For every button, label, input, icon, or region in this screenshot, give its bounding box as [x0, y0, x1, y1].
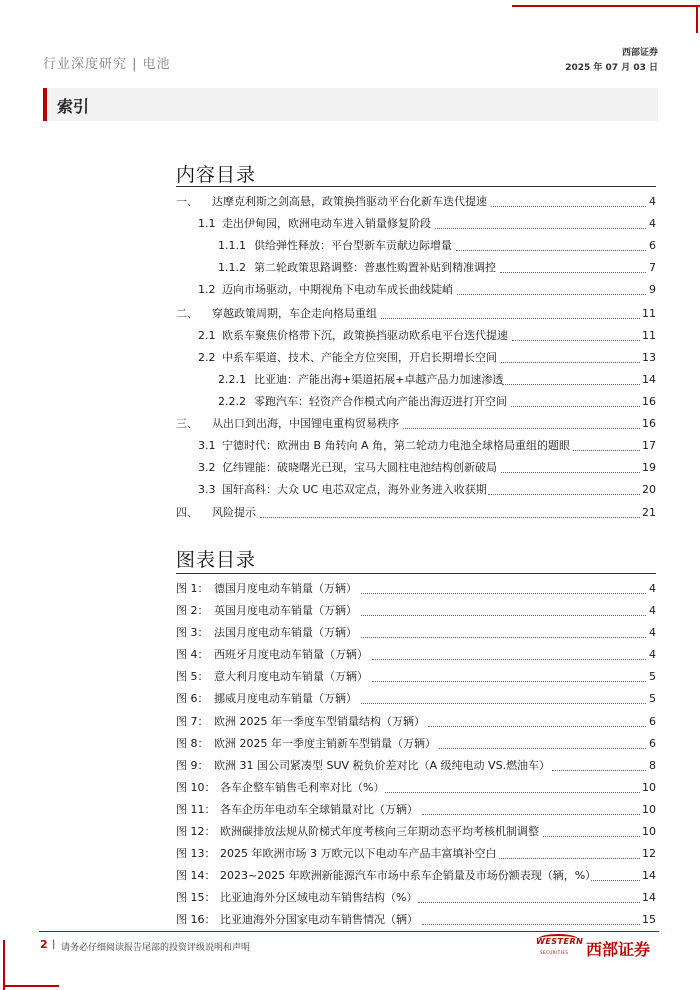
dot-leader	[591, 880, 640, 881]
entry-number: 图 8：	[176, 737, 209, 750]
dot-leader	[428, 726, 647, 727]
entry-title: 欧洲 31 国公司紧凑型 SUV 税负价差对比（A 级纯电动 VS.燃油车）	[214, 759, 551, 772]
footer-rule	[39, 931, 659, 932]
entry-page-number: 4	[649, 582, 656, 595]
figure-list-entry[interactable]	[0, 691, 700, 707]
figure-list-entry[interactable]	[0, 603, 700, 619]
section-accent-mark	[43, 88, 47, 121]
dot-leader	[403, 428, 640, 429]
toc-entry[interactable]	[0, 438, 700, 454]
figure-list-entry[interactable]	[0, 714, 700, 730]
toc-entry[interactable]	[0, 394, 700, 410]
toc-entry[interactable]	[0, 194, 700, 210]
figure-list-entry[interactable]	[0, 625, 700, 641]
toc-entry[interactable]	[0, 260, 700, 276]
figure-list-entry[interactable]	[0, 868, 700, 884]
figure-list-entry[interactable]	[0, 647, 700, 663]
report-date: 2025 年 07 月 03 日	[565, 63, 658, 73]
entry-title: 欧洲 2025 年一季度主销新车型销量（万辆）	[214, 737, 436, 750]
entry-page-number: 17	[642, 439, 656, 452]
entry-number: 图 4：	[176, 648, 209, 661]
figure-list-entry[interactable]	[0, 758, 700, 774]
entry-number: 2.1	[198, 329, 216, 342]
entry-page-number: 21	[642, 506, 656, 519]
dot-leader	[361, 703, 646, 704]
dot-leader	[361, 637, 646, 638]
entry-page-number: 14	[642, 869, 656, 882]
dot-leader	[385, 792, 640, 793]
entry-number: 四、	[176, 506, 198, 519]
entry-page-number: 4	[649, 195, 656, 208]
entry-number: 三、	[176, 417, 198, 430]
dot-leader	[372, 659, 646, 660]
entry-page-number: 4	[649, 217, 656, 230]
dot-leader	[543, 836, 640, 837]
entry-page-number: 4	[649, 648, 656, 661]
entry-page-number: 6	[649, 715, 656, 728]
entry-title: 欧洲 2025 年一季度车型销量结构（万辆）	[214, 715, 425, 728]
entry-number: 1.2	[198, 283, 216, 296]
dot-leader	[552, 770, 646, 771]
entry-number: 图 2：	[176, 604, 209, 617]
disclaimer-note: 请务必仔细阅读报告尾部的投资评级说明和声明	[61, 943, 251, 953]
entry-page-number: 5	[649, 670, 656, 683]
entry-title: 宁德时代：欧洲由 B 角转向 A 角，第二轮动力电池全球格局重组的题眼	[222, 439, 571, 452]
dot-leader	[511, 406, 640, 407]
dot-leader	[435, 228, 646, 229]
logo-chinese: 西部证券	[586, 940, 651, 959]
entry-title: 零跑汽车：轻资产合作模式向产能出海迈进打开空间	[254, 395, 507, 408]
entry-title: 达摩克利斯之剑高悬，政策换挡驱动平台化新车迭代提速	[212, 195, 487, 208]
dot-leader	[500, 272, 646, 273]
logo-subtitle: SECURITIES	[540, 950, 569, 955]
entry-title: 西班牙月度电动车销量（万辆）	[214, 648, 368, 661]
entry-page-number: 8	[649, 759, 656, 772]
entry-page-number: 15	[642, 913, 656, 926]
corner-decoration-top-side	[696, 5, 698, 33]
entry-title: 英国月度电动车销量（万辆）	[214, 604, 357, 617]
entry-page-number: 4	[649, 626, 656, 639]
contents-heading: 内容目录	[176, 164, 257, 186]
dot-leader	[260, 517, 640, 518]
report-category: 行业深度研究 | 电池	[43, 57, 171, 72]
toc-entry[interactable]	[0, 328, 700, 344]
entry-title: 穿越政策周期，车企走向格局重组	[212, 307, 377, 320]
entry-title: 欧系车聚焦价格带下沉，政策换挡驱动欧系电平台迭代提速	[222, 329, 508, 342]
entry-page-number: 10	[642, 825, 656, 838]
dot-leader	[422, 814, 640, 815]
entry-number: 3.1	[198, 439, 216, 452]
entry-number: 图 9：	[176, 759, 209, 772]
corner-decoration-bottom	[3, 940, 5, 990]
entry-page-number: 14	[642, 891, 656, 904]
entry-number: 图 16：	[176, 913, 216, 926]
logo-english: WESTERN	[536, 937, 584, 946]
entry-number: 1.1	[198, 217, 216, 230]
toc-entry[interactable]	[0, 350, 700, 366]
figure-list-entry[interactable]	[0, 581, 700, 597]
toc-entry[interactable]	[0, 482, 700, 498]
corner-decoration-bottom-side	[3, 985, 59, 987]
dot-leader	[372, 681, 646, 682]
entry-title: 2025 年欧洲市场 3 万欧元以下电动车产品丰富填补空白	[220, 847, 497, 860]
entry-number: 1.1.1	[218, 239, 246, 252]
page-number: 2	[40, 938, 48, 951]
entry-page-number: 6	[649, 737, 656, 750]
entry-title: 风险提示	[212, 506, 256, 519]
figure-list-entry[interactable]	[0, 846, 700, 862]
figure-list-entry[interactable]	[0, 890, 700, 906]
toc-entry[interactable]	[0, 416, 700, 432]
entry-title: 欧洲碳排放法规从阶梯式年度考核向三年期动态平均考核机制调整	[220, 825, 539, 838]
dot-leader	[491, 206, 646, 207]
entry-title: 德国月度电动车销量（万辆）	[214, 582, 357, 595]
dot-leader	[381, 318, 640, 319]
figure-list-entry[interactable]	[0, 912, 700, 928]
entry-number: 1.1.2	[218, 261, 246, 274]
entry-title: 供给弹性释放：平台型新车贡献边际增量	[254, 239, 452, 252]
entry-title: 亿纬锂能：破晓曙光已现，宝马大圆柱电池结构创新破局	[222, 461, 497, 474]
dot-leader	[501, 472, 640, 473]
header-company: 西部证券	[621, 48, 658, 58]
dot-leader	[501, 362, 640, 363]
entry-title: 各车企整车销售毛利率对比（%）	[220, 781, 385, 794]
entry-number: 2.2.2	[218, 395, 246, 408]
dot-leader	[457, 294, 646, 295]
figure-list-entry[interactable]	[0, 780, 700, 796]
entry-number: 图 7：	[176, 715, 209, 728]
dot-leader	[488, 494, 639, 495]
entry-title: 中系车渠道、技术、产能全方位突围，开启长期增长空间	[222, 351, 497, 364]
dot-leader	[361, 615, 646, 616]
dot-leader	[499, 858, 640, 859]
entry-number: 2.2	[198, 351, 216, 364]
entry-title: 从出口到出海，中国锂电重构贸易秩序	[212, 417, 399, 430]
entry-page-number: 5	[649, 692, 656, 705]
entry-page-number: 7	[649, 261, 656, 274]
entry-page-number: 10	[642, 803, 656, 816]
entry-title: 第二轮政策思路调整：普惠性购置补贴到精准调控	[254, 261, 496, 274]
entry-number: 图 13：	[176, 847, 216, 860]
entry-title: 比亚迪海外分国家电动车销售情况（辆）	[220, 913, 418, 926]
entry-number: 二、	[176, 307, 198, 320]
entry-title: 2023~2025 年欧洲新能源汽车市场中系车企销量及市场份额表现（辆，%）	[220, 869, 597, 882]
entry-page-number: 20	[642, 483, 656, 496]
entry-page-number: 10	[642, 781, 656, 794]
entry-title: 比亚迪海外分区域电动车销售结构（%）	[220, 891, 418, 904]
entry-number: 图 12：	[176, 825, 216, 838]
entry-number: 图 1：	[176, 582, 209, 595]
contents-heading-rule	[176, 186, 656, 187]
entry-page-number: 9	[649, 283, 656, 296]
entry-page-number: 16	[642, 395, 656, 408]
entry-number: 一、	[176, 195, 198, 208]
corner-decoration-top	[512, 5, 700, 7]
dot-leader	[502, 384, 640, 385]
entry-page-number: 12	[642, 847, 656, 860]
entry-page-number: 4	[649, 604, 656, 617]
entry-title: 各车企历年电动车全球销量对比（万辆）	[220, 803, 418, 816]
dot-leader	[418, 902, 640, 903]
toc-entry[interactable]	[0, 216, 700, 232]
entry-page-number: 14	[642, 373, 656, 386]
figure-list-entry[interactable]	[0, 669, 700, 685]
entry-number: 图 6：	[176, 692, 209, 705]
section-bar	[43, 88, 658, 121]
dot-leader	[456, 250, 646, 251]
entry-page-number: 19	[642, 461, 656, 474]
footer-separator: |	[52, 939, 56, 950]
entry-number: 3.3	[198, 483, 216, 496]
entry-page-number: 13	[642, 351, 656, 364]
figure-list-entry[interactable]	[0, 802, 700, 818]
toc-entry[interactable]	[0, 505, 700, 521]
figures-heading: 图表目录	[176, 549, 257, 571]
entry-page-number: 16	[642, 417, 656, 430]
figure-list-entry[interactable]	[0, 824, 700, 840]
western-securities-logo	[536, 934, 660, 964]
entry-number: 图 14：	[176, 869, 216, 882]
dot-leader	[422, 924, 640, 925]
dot-leader	[361, 593, 646, 594]
toc-entry[interactable]	[0, 282, 700, 298]
toc-entry[interactable]	[0, 372, 700, 388]
dot-leader	[573, 450, 640, 451]
figure-list-entry[interactable]	[0, 736, 700, 752]
entry-number: 图 10：	[176, 781, 216, 794]
toc-entry[interactable]	[0, 460, 700, 476]
entry-number: 图 5：	[176, 670, 209, 683]
toc-entry[interactable]	[0, 306, 700, 322]
toc-entry[interactable]	[0, 238, 700, 254]
entry-number: 图 11：	[176, 803, 216, 816]
entry-title: 挪威月度电动车销量（万辆）	[214, 692, 357, 705]
entry-number: 3.2	[198, 461, 216, 474]
entry-number: 图 3：	[176, 626, 209, 639]
entry-title: 法国月度电动车销量（万辆）	[214, 626, 357, 639]
entry-page-number: 11	[642, 329, 656, 342]
entry-number: 2.2.1	[218, 373, 246, 386]
entry-title: 比亚迪：产能出海+渠道拓展+卓越产品力加速渗透	[254, 373, 504, 386]
entry-title: 走出伊甸园，欧洲电动车进入销量修复阶段	[222, 217, 431, 230]
entry-page-number: 11	[642, 307, 656, 320]
entry-number: 图 15：	[176, 891, 216, 904]
figures-heading-rule	[176, 573, 656, 574]
entry-title: 迈向市场驱动，中期视角下电动车成长曲线陡峭	[222, 283, 453, 296]
dot-leader	[439, 748, 647, 749]
entry-page-number: 6	[649, 239, 656, 252]
entry-title: 意大利月度电动车销量（万辆）	[214, 670, 368, 683]
section-title: 索引	[57, 97, 90, 116]
dot-leader	[512, 340, 640, 341]
entry-title: 国轩高科：大众 UC 电芯双定点，海外业务进入收获期	[222, 483, 487, 496]
